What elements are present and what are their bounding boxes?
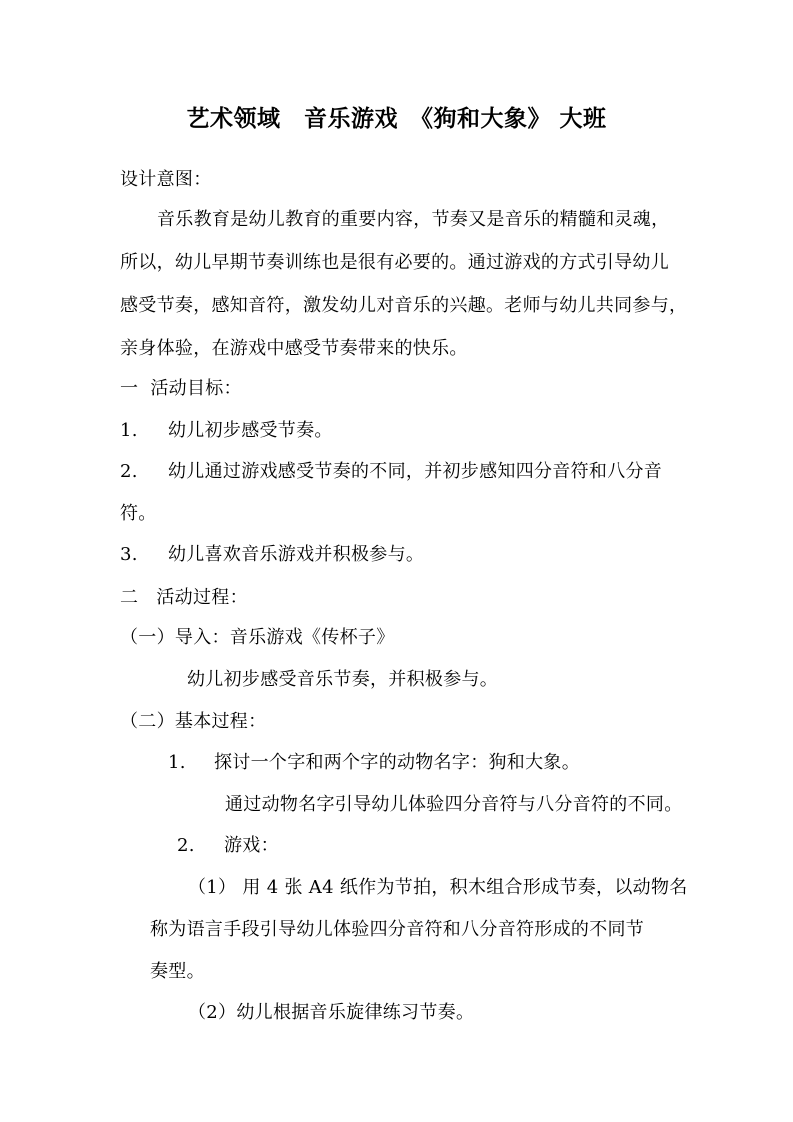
step-2-text: 游戏： [224,835,279,856]
goal-1-text: 幼儿初步感受节奏。 [168,420,333,441]
sub-step-1-line-2: 称为语言手段引导幼儿体验四分音符和八分音符形成的不同节 [150,919,645,940]
goal-2-text: 幼儿通过游戏感受节奏的不同，并初步感知四分音符和八分音 [168,461,663,482]
goal-3-text: 幼儿喜欢音乐游戏并积极参与。 [168,544,425,565]
intro-heading: （一）导入：音乐游戏《传杯子》 [120,627,395,648]
intent-paragraph-line-1: 音乐教育是幼儿教育的重要内容，节奏又是音乐的精髓和灵魂， [157,209,670,230]
sub-step-1-line-1: （1） 用 4 张 A4 纸作为节拍，积木组合形成节奏，以动物名 [188,877,688,898]
process-heading: 二 活动过程： [120,587,248,608]
design-intent-heading: 设计意图： [120,169,212,190]
intent-paragraph-line-4: 亲身体验，在游戏中感受节奏带来的快乐。 [120,338,468,359]
step-2-number: 2. [177,835,195,856]
goals-heading: 一 活动目标： [120,378,242,399]
sub-step-1-line-3: 奏型。 [150,961,205,982]
step-1-detail: 通过动物名字引导幼儿体验四分音符与八分音符的不同。 [225,794,683,815]
goal-2-number: 2. [120,461,138,482]
goal-3-number: 3. [120,544,138,565]
intent-paragraph-line-3: 感受节奏，感知音符，激发幼儿对音乐的兴趣。老师与幼儿共同参与， [120,295,688,316]
step-1-text: 探讨一个字和两个字的动物名字：狗和大象。 [214,752,580,773]
step-1-number: 1. [168,752,186,773]
goal-2-continuation: 符。 [120,503,157,524]
sub-step-2: （2）幼儿根据音乐旋律练习节奏。 [188,1002,475,1023]
goal-1-number: 1. [120,420,138,441]
intro-text: 幼儿初步感受音乐节奏，并积极参与。 [187,669,499,690]
intent-paragraph-line-2: 所以，幼儿早期节奏训练也是很有必要的。通过游戏的方式引导幼儿 [120,252,669,273]
document-title: 艺术领域 音乐游戏 《狗和大象》 大班 [186,106,607,132]
basic-process-heading: （二）基本过程： [120,711,267,732]
